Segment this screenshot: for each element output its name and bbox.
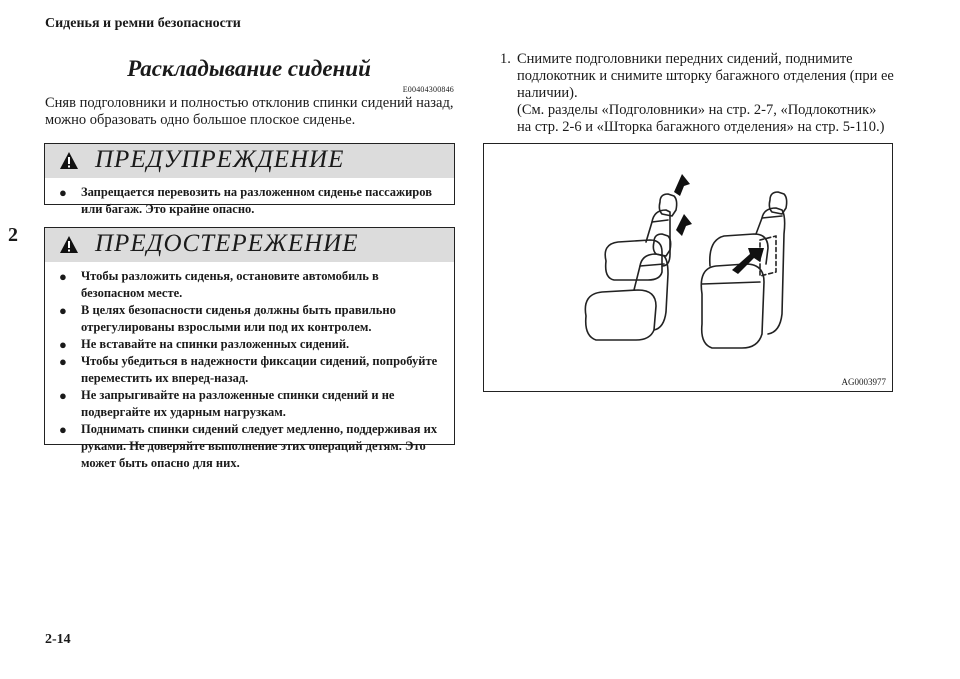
chapter-tab: 2 [8,224,18,246]
section-title: Раскладывание сидений [127,56,371,81]
bullet-icon: ● [59,388,67,403]
caution-item [57,387,444,421]
caution-item-text: Чтобы убедиться в надежности фиксации сидений, попробуйте переместить их вперед-назад. [81,354,438,385]
step-text-line: на стр. 2-6 и «Шторка багажного отделения» на стр. 5-110.) [517,119,885,135]
caution-item-text: Не запрыгивайте на разложенные спинки сидений и не подвергайте их ударным нагрузкам. [81,388,395,419]
warning-box-title: ПРЕДУПРЕЖДЕНИЕ [95,146,345,173]
figure-code: AG0003977 [841,377,886,387]
intro-paragraph: Сняв подголовники и полностью отклонив спинки сидений назад, можно образовать одно большое плоское сиденье. [45,95,454,128]
warning-item [57,184,444,218]
bullet-icon: ● [59,185,67,200]
step-text [517,51,920,136]
page-number: 2-14 [45,632,71,647]
bullet-icon: ● [59,269,67,284]
warning-triangle-icon [59,151,79,170]
caution-box-title: ПРЕДОСТЕРЕЖЕНИЕ [95,230,359,257]
warning-list [45,178,454,224]
caution-item [57,302,444,336]
step-text-line: наличии). [517,85,578,101]
running-header: Сиденья и ремни безопасности [45,16,241,31]
caution-item-text: Чтобы разложить сиденья, остановите автомобиль в безопасном месте. [81,269,379,300]
step-text-line: подлокотник и снимите шторку багажного отделения (при ее [517,68,894,84]
caution-item-text: Поднимать спинки сидений следует медленно, поддерживая их руками. Не доверяйте выполнение этих операций детям. Это может быть опасно для них. [81,422,438,470]
seat-illustration [483,143,893,392]
bullet-icon: ● [59,422,67,437]
caution-item-text: В целях безопасности сиденья должны быть правильно отрегулированы взрослыми или под их контролем. [81,303,396,334]
caution-item [57,336,444,353]
seat-illustration-drawing [484,144,892,391]
warning-item-text: Запрещается перевозить на разложенном сиденье пассажиров или багаж. Это крайне опасно. [81,185,432,216]
caution-item [57,353,444,387]
warning-box [44,143,455,216]
step-text-line: (См. разделы «Подголовники» на стр. 2-7, «Подлокотник» [517,102,877,118]
section-code: E00404300846 [402,85,454,94]
warning-triangle-icon [59,235,79,254]
step-1 [500,51,920,136]
bullet-icon: ● [59,354,67,369]
caution-item-text: Не вставайте на спинки разложенных сидений. [81,337,350,351]
step-number: 1. [500,51,511,67]
caution-box-header [45,228,454,262]
caution-item [57,268,444,302]
step-text-line: Снимите подголовники передних сидений, поднимите [517,51,853,67]
caution-box [44,227,455,470]
bullet-icon: ● [59,337,67,352]
bullet-icon: ● [59,303,67,318]
warning-box-header [45,144,454,178]
caution-item [57,421,444,472]
caution-list [45,262,454,478]
